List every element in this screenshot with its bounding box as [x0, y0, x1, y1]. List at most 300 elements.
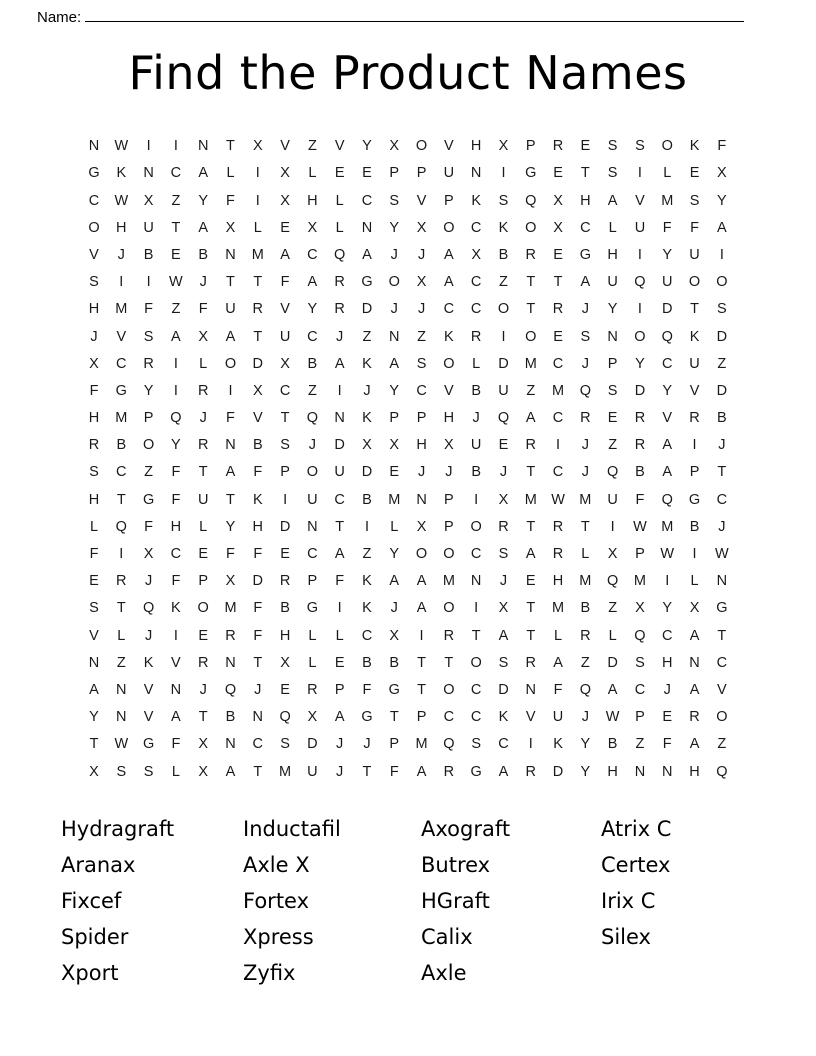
grid-letter[interactable]: T [526, 627, 536, 644]
grid-letter[interactable]: T [717, 627, 727, 644]
grid-letter[interactable]: Q [607, 573, 619, 590]
grid-letter[interactable]: I [501, 328, 506, 345]
grid-letter[interactable]: D [252, 355, 264, 372]
grid-letter[interactable]: R [634, 437, 646, 454]
grid-letter[interactable]: C [307, 246, 318, 263]
grid-letter[interactable]: C [580, 219, 591, 236]
grid-letter[interactable]: N [525, 681, 536, 698]
grid-letter[interactable]: J [390, 600, 398, 617]
grid-letter[interactable]: A [334, 355, 345, 372]
grid-letter[interactable]: R [116, 573, 127, 590]
grid-letter[interactable]: M [442, 573, 455, 590]
grid-letter[interactable]: J [90, 328, 98, 345]
grid-letter[interactable]: L [226, 165, 235, 182]
grid-letter[interactable]: G [579, 246, 591, 263]
grid-letter[interactable]: T [526, 600, 536, 617]
grid-letter[interactable]: I [528, 736, 533, 753]
grid-letter[interactable]: U [334, 464, 345, 481]
grid-letter[interactable]: Y [580, 763, 591, 780]
grid-letter[interactable]: O [443, 681, 455, 698]
grid-letter[interactable]: B [607, 736, 618, 753]
grid-letter[interactable]: V [525, 709, 536, 726]
grid-letter[interactable]: T [690, 301, 699, 318]
grid-letter[interactable]: P [635, 546, 645, 562]
grid-letter[interactable]: F [280, 274, 290, 291]
grid-letter[interactable]: C [470, 681, 482, 698]
grid-letter[interactable]: I [119, 546, 124, 562]
grid-letter[interactable]: Y [662, 600, 673, 617]
grid-letter[interactable]: F [253, 627, 263, 644]
grid-letter[interactable]: H [307, 192, 318, 209]
grid-letter[interactable]: I [173, 355, 178, 372]
grid-letter[interactable]: L [608, 627, 617, 644]
grid-letter[interactable]: C [661, 627, 673, 644]
grid-letter[interactable]: G [688, 491, 701, 508]
grid-letter[interactable]: X [498, 138, 509, 155]
grid-letter[interactable]: F [226, 410, 235, 427]
grid-letter[interactable]: R [225, 627, 236, 644]
grid-letter[interactable]: C [716, 491, 728, 508]
grid-letter[interactable]: R [143, 355, 154, 372]
grid-letter[interactable]: R [525, 437, 536, 454]
grid-letter[interactable]: B [280, 600, 290, 617]
grid-letter[interactable]: K [444, 328, 454, 345]
grid-letter[interactable]: J [581, 355, 589, 372]
grid-letter[interactable]: P [416, 165, 427, 182]
grid-letter[interactable]: K [362, 355, 372, 372]
grid-letter[interactable]: U [498, 382, 509, 399]
grid-letter[interactable]: I [474, 600, 479, 617]
grid-letter[interactable]: A [607, 192, 618, 209]
grid-letter[interactable]: Z [362, 546, 372, 562]
grid-letter[interactable]: B [689, 518, 700, 535]
grid-letter[interactable]: V [334, 138, 345, 155]
grid-letter[interactable]: X [416, 219, 427, 236]
grid-letter[interactable]: R [689, 709, 700, 726]
grid-letter[interactable]: A [662, 464, 673, 481]
grid-letter[interactable]: W [660, 546, 675, 562]
grid-letter[interactable]: C [552, 355, 564, 372]
grid-letter[interactable]: K [171, 600, 181, 617]
grid-letter[interactable]: V [143, 709, 154, 726]
grid-letter[interactable]: X [198, 763, 209, 780]
grid-letter[interactable]: X [280, 654, 290, 671]
grid-letter[interactable]: W [114, 138, 129, 155]
grid-letter[interactable]: L [89, 518, 99, 535]
grid-letter[interactable]: I [474, 491, 479, 508]
grid-letter[interactable]: A [689, 736, 700, 753]
grid-letter[interactable]: H [88, 491, 100, 508]
grid-letter[interactable]: E [198, 546, 209, 562]
grid-letter[interactable]: O [497, 301, 510, 318]
grid-letter[interactable]: Q [716, 763, 728, 780]
grid-letter[interactable]: G [88, 165, 100, 182]
grid-letter[interactable]: O [306, 464, 319, 481]
grid-letter[interactable]: O [388, 274, 400, 291]
grid-letter[interactable]: H [416, 437, 427, 454]
grid-letter[interactable]: L [472, 355, 481, 372]
grid-letter[interactable]: J [336, 763, 344, 780]
grid-letter[interactable]: N [389, 328, 400, 345]
grid-letter[interactable]: P [444, 491, 454, 508]
grid-letter[interactable]: U [279, 328, 291, 345]
grid-letter[interactable]: Z [417, 328, 426, 345]
grid-letter[interactable]: T [526, 274, 536, 291]
grid-letter[interactable]: I [665, 573, 670, 590]
grid-letter[interactable]: F [553, 681, 563, 698]
grid-letter[interactable]: L [199, 518, 208, 535]
grid-letter[interactable]: C [88, 192, 100, 209]
grid-letter[interactable]: S [280, 437, 290, 454]
grid-letter[interactable]: G [716, 600, 728, 617]
grid-letter[interactable]: O [443, 546, 455, 562]
grid-letter[interactable]: N [170, 681, 182, 698]
grid-letter[interactable]: R [525, 246, 536, 263]
grid-letter[interactable]: P [689, 464, 700, 481]
grid-letter[interactable]: F [171, 736, 181, 753]
grid-letter[interactable]: G [115, 382, 127, 399]
grid-letter[interactable]: T [526, 464, 536, 481]
grid-letter[interactable]: R [197, 382, 209, 399]
grid-letter[interactable]: W [114, 192, 129, 209]
grid-letter[interactable]: T [280, 410, 290, 427]
grid-letter[interactable]: X [498, 491, 509, 508]
grid-letter[interactable]: O [688, 274, 701, 291]
grid-letter[interactable]: D [716, 328, 728, 345]
grid-letter[interactable]: W [169, 274, 183, 291]
grid-letter[interactable]: H [443, 410, 455, 427]
grid-letter[interactable]: N [689, 654, 700, 671]
grid-letter[interactable]: E [198, 627, 209, 644]
grid-letter[interactable]: E [280, 681, 290, 698]
grid-letter[interactable]: E [89, 573, 99, 590]
grid-letter[interactable]: F [171, 464, 181, 481]
grid-letter[interactable]: Y [662, 246, 673, 263]
grid-letter[interactable]: U [661, 274, 673, 291]
grid-letter[interactable]: J [499, 464, 508, 481]
grid-letter[interactable]: P [525, 138, 536, 155]
grid-letter[interactable]: S [716, 301, 727, 318]
grid-letter[interactable]: X [89, 763, 99, 780]
grid-letter[interactable]: H [88, 301, 100, 318]
grid-letter[interactable]: L [308, 627, 317, 644]
grid-letter[interactable]: C [334, 491, 345, 508]
grid-letter[interactable]: T [171, 219, 181, 236]
grid-letter[interactable]: P [444, 192, 454, 209]
grid-letter[interactable]: C [443, 301, 455, 318]
grid-letter[interactable]: P [635, 709, 645, 726]
grid-letter[interactable]: K [553, 736, 563, 753]
grid-letter[interactable]: F [171, 491, 181, 508]
grid-letter[interactable]: N [116, 681, 127, 698]
grid-letter[interactable]: T [253, 328, 263, 345]
grid-letter[interactable]: Q [306, 410, 319, 427]
grid-letter[interactable]: O [525, 219, 537, 236]
grid-letter[interactable]: B [307, 355, 318, 372]
grid-letter[interactable]: E [280, 546, 290, 562]
grid-letter[interactable]: K [689, 138, 700, 155]
grid-letter[interactable]: O [443, 355, 455, 372]
grid-letter[interactable]: O [443, 600, 455, 617]
grid-letter[interactable]: O [470, 518, 482, 535]
grid-letter[interactable]: X [389, 627, 400, 644]
grid-letter[interactable]: K [362, 410, 372, 427]
grid-letter[interactable]: Q [170, 410, 182, 427]
grid-letter[interactable]: M [661, 518, 674, 535]
grid-letter[interactable]: F [717, 138, 727, 155]
grid-letter[interactable]: Y [389, 546, 400, 562]
grid-letter[interactable]: J [336, 736, 344, 753]
grid-letter[interactable]: N [470, 573, 482, 590]
grid-letter[interactable]: F [635, 491, 645, 508]
grid-letter[interactable]: C [307, 328, 318, 345]
grid-letter[interactable]: Z [717, 736, 727, 753]
grid-letter[interactable]: S [89, 600, 99, 617]
grid-letter[interactable]: D [252, 573, 264, 590]
grid-letter[interactable]: L [335, 627, 344, 644]
grid-letter[interactable]: B [580, 600, 591, 617]
grid-letter[interactable]: H [607, 246, 618, 263]
grid-letter[interactable]: V [716, 681, 727, 698]
grid-letter[interactable]: A [416, 763, 427, 780]
grid-letter[interactable]: X [389, 138, 400, 155]
grid-letter[interactable]: X [225, 573, 236, 590]
grid-letter[interactable]: K [252, 491, 263, 508]
grid-letter[interactable]: I [501, 165, 506, 182]
grid-letter[interactable]: T [526, 301, 536, 318]
grid-letter[interactable]: I [228, 382, 233, 399]
grid-letter[interactable]: V [280, 138, 290, 155]
grid-letter[interactable]: Y [89, 709, 99, 726]
grid-letter[interactable]: U [143, 219, 154, 236]
grid-letter[interactable]: D [498, 681, 509, 698]
grid-letter[interactable]: L [335, 192, 344, 209]
grid-letter[interactable]: T [580, 165, 590, 182]
grid-letter[interactable]: T [253, 274, 263, 291]
grid-letter[interactable]: V [143, 681, 154, 698]
grid-letter[interactable]: T [253, 654, 263, 671]
grid-letter[interactable]: S [635, 138, 645, 155]
grid-letter[interactable]: Y [389, 382, 400, 399]
grid-letter[interactable]: X [252, 382, 263, 399]
grid-letter[interactable]: E [334, 654, 345, 671]
grid-letter[interactable]: J [336, 328, 344, 345]
grid-letter[interactable]: N [361, 219, 373, 236]
grid-letter[interactable]: U [607, 274, 618, 291]
grid-letter[interactable]: X [198, 328, 209, 345]
grid-letter[interactable]: P [280, 464, 290, 481]
grid-letter[interactable]: N [334, 410, 345, 427]
grid-letter[interactable]: Y [225, 518, 236, 535]
grid-letter[interactable]: A [307, 274, 318, 291]
grid-letter[interactable]: E [689, 165, 700, 182]
grid-letter[interactable]: G [470, 763, 482, 780]
grid-letter[interactable]: M [388, 491, 401, 508]
name-write-line[interactable] [85, 8, 744, 22]
grid-letter[interactable]: C [279, 382, 291, 399]
grid-letter[interactable]: C [661, 355, 673, 372]
grid-letter[interactable]: C [116, 464, 127, 481]
grid-letter[interactable]: Z [526, 382, 536, 399]
grid-letter[interactable]: I [637, 246, 642, 263]
grid-letter[interactable]: J [390, 246, 398, 263]
grid-letter[interactable]: N [225, 654, 236, 671]
grid-letter[interactable]: X [280, 165, 290, 182]
grid-letter[interactable]: L [554, 627, 563, 644]
grid-letter[interactable]: Q [661, 491, 673, 508]
grid-letter[interactable]: Q [142, 600, 155, 617]
grid-letter[interactable]: W [714, 546, 729, 562]
grid-letter[interactable]: A [198, 219, 209, 236]
grid-letter[interactable]: O [525, 328, 537, 345]
grid-letter[interactable]: T [471, 627, 481, 644]
grid-letter[interactable]: T [389, 709, 399, 726]
grid-letter[interactable]: N [197, 138, 209, 155]
grid-letter[interactable]: Q [224, 681, 237, 698]
grid-letter[interactable]: R [498, 518, 509, 535]
grid-letter[interactable]: V [89, 246, 99, 263]
grid-letter[interactable]: C [470, 546, 482, 562]
grid-letter[interactable]: V [89, 627, 99, 644]
grid-letter[interactable]: N [143, 165, 154, 182]
grid-letter[interactable]: O [443, 219, 455, 236]
grid-letter[interactable]: G [361, 274, 373, 291]
grid-letter[interactable]: Y [171, 437, 181, 454]
grid-letter[interactable]: D [279, 518, 291, 535]
grid-letter[interactable]: Y [389, 219, 400, 236]
grid-letter[interactable]: Y [307, 301, 318, 318]
grid-letter[interactable]: I [173, 138, 178, 155]
grid-letter[interactable]: C [416, 382, 427, 399]
grid-letter[interactable]: J [308, 437, 316, 454]
grid-letter[interactable]: L [171, 763, 180, 780]
grid-letter[interactable]: H [552, 573, 564, 590]
grid-letter[interactable]: J [499, 573, 508, 590]
grid-letter[interactable]: J [581, 464, 589, 481]
grid-letter[interactable]: X [143, 546, 154, 562]
grid-letter[interactable]: M [579, 573, 592, 590]
grid-letter[interactable]: J [144, 573, 153, 590]
grid-letter[interactable]: M [633, 573, 646, 590]
grid-letter[interactable]: X [307, 709, 318, 726]
grid-letter[interactable]: I [556, 437, 561, 454]
grid-letter[interactable]: Y [362, 138, 372, 155]
grid-letter[interactable]: T [116, 491, 126, 508]
grid-letter[interactable]: S [89, 274, 99, 291]
grid-letter[interactable]: L [663, 165, 672, 182]
grid-letter[interactable]: X [416, 518, 427, 535]
grid-letter[interactable]: C [443, 709, 455, 726]
grid-letter[interactable]: A [280, 246, 290, 263]
grid-letter[interactable]: X [416, 274, 427, 291]
grid-letter[interactable]: I [719, 246, 724, 263]
grid-letter[interactable]: N [225, 736, 236, 753]
grid-letter[interactable]: Q [115, 518, 127, 535]
grid-letter[interactable]: U [689, 355, 700, 372]
grid-letter[interactable]: G [306, 600, 319, 617]
grid-letter[interactable]: J [199, 681, 207, 698]
grid-letter[interactable]: B [471, 382, 481, 399]
grid-letter[interactable]: R [552, 301, 564, 318]
grid-letter[interactable]: E [171, 246, 181, 263]
grid-letter[interactable]: Z [116, 654, 126, 671]
grid-letter[interactable]: D [607, 654, 618, 671]
grid-letter[interactable]: H [116, 219, 127, 236]
grid-letter[interactable]: S [689, 192, 700, 209]
grid-letter[interactable]: Q [661, 328, 673, 345]
grid-letter[interactable]: A [689, 681, 700, 698]
grid-letter[interactable]: D [334, 437, 345, 454]
grid-letter[interactable]: F [144, 518, 154, 535]
grid-letter[interactable]: Z [171, 301, 181, 318]
grid-letter[interactable]: C [716, 654, 728, 671]
grid-letter[interactable]: B [389, 654, 400, 671]
grid-letter[interactable]: D [552, 763, 564, 780]
grid-letter[interactable]: L [690, 573, 699, 590]
grid-letter[interactable]: L [581, 546, 590, 562]
grid-letter[interactable]: X [225, 219, 236, 236]
grid-letter[interactable]: P [143, 410, 154, 427]
grid-letter[interactable]: R [580, 410, 591, 427]
grid-letter[interactable]: J [363, 382, 371, 399]
grid-letter[interactable]: S [389, 192, 400, 209]
grid-letter[interactable]: O [224, 355, 237, 372]
grid-letter[interactable]: I [283, 491, 288, 508]
grid-letter[interactable]: T [89, 736, 99, 753]
grid-letter[interactable]: R [334, 274, 345, 291]
grid-letter[interactable]: A [662, 437, 673, 454]
grid-letter[interactable]: Y [580, 736, 591, 753]
grid-letter[interactable]: V [635, 192, 645, 209]
grid-letter[interactable]: M [524, 491, 537, 508]
grid-letter[interactable]: N [661, 763, 673, 780]
grid-letter[interactable]: O [415, 138, 428, 155]
grid-letter[interactable]: M [415, 736, 428, 753]
grid-letter[interactable]: S [607, 382, 618, 399]
grid-letter[interactable]: Q [334, 246, 346, 263]
grid-letter[interactable]: U [307, 763, 318, 780]
grid-letter[interactable]: H [580, 192, 591, 209]
grid-letter[interactable]: K [362, 573, 372, 590]
grid-letter[interactable]: Q [579, 382, 591, 399]
grid-letter[interactable]: J [199, 274, 207, 291]
grid-letter[interactable]: S [280, 736, 290, 753]
grid-letter[interactable]: N [116, 709, 127, 726]
grid-letter[interactable]: J [144, 627, 153, 644]
grid-letter[interactable]: Q [443, 736, 455, 753]
grid-letter[interactable]: F [226, 192, 235, 209]
grid-letter[interactable]: P [416, 410, 427, 427]
grid-letter[interactable]: X [362, 437, 372, 454]
grid-letter[interactable]: U [689, 246, 700, 263]
grid-letter[interactable]: N [607, 328, 618, 345]
grid-letter[interactable]: T [526, 518, 536, 535]
grid-letter[interactable]: R [634, 410, 646, 427]
grid-letter[interactable]: R [307, 681, 318, 698]
grid-letter[interactable]: M [224, 600, 237, 617]
grid-letter[interactable]: G [142, 491, 155, 508]
grid-letter[interactable]: M [115, 301, 128, 318]
grid-letter[interactable]: A [525, 546, 536, 562]
grid-letter[interactable]: S [607, 138, 618, 155]
grid-letter[interactable]: I [364, 518, 369, 535]
grid-letter[interactable]: R [552, 546, 564, 562]
grid-letter[interactable]: L [390, 518, 399, 535]
grid-letter[interactable]: H [279, 627, 291, 644]
grid-letter[interactable]: A [607, 681, 618, 698]
grid-letter[interactable]: D [716, 382, 728, 399]
grid-letter[interactable]: P [389, 165, 400, 182]
